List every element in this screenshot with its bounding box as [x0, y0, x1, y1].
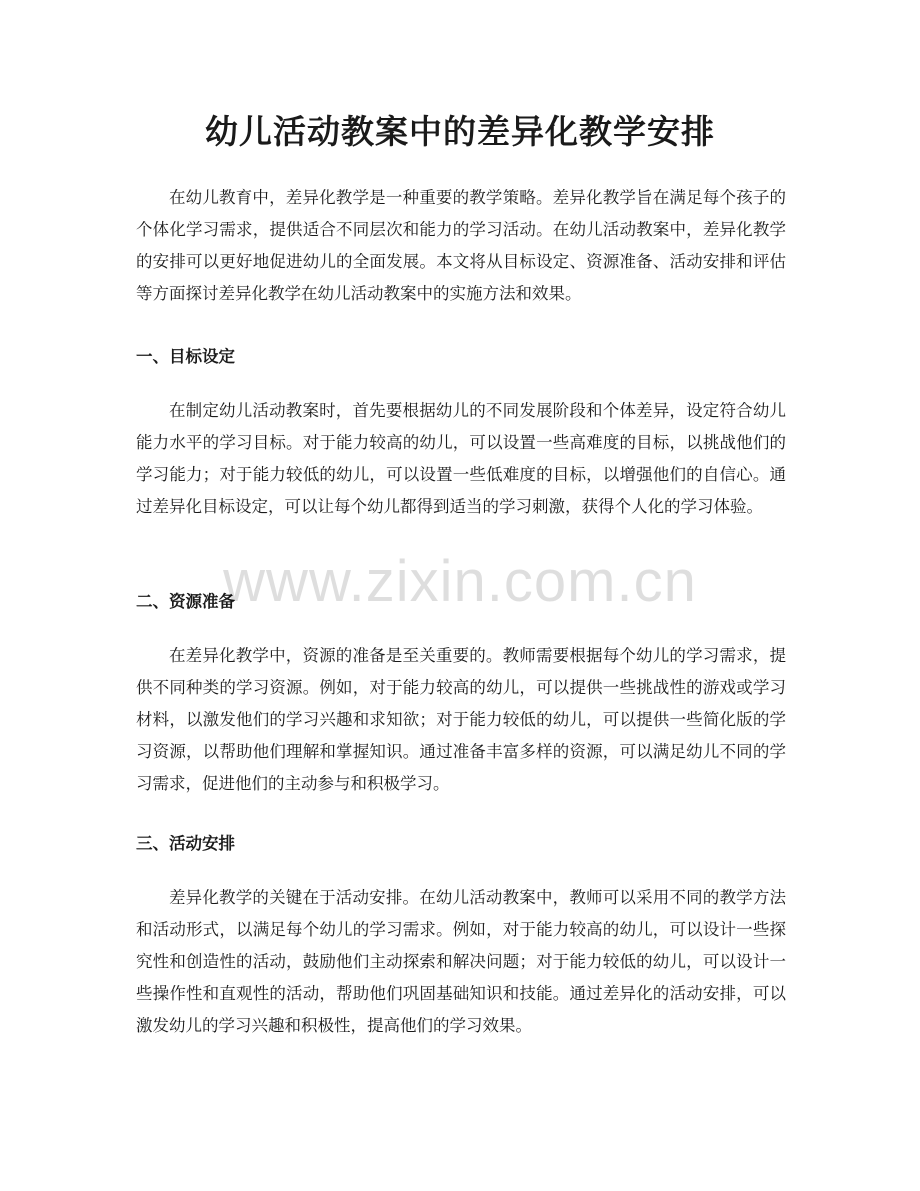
intro-paragraph: 在幼儿教育中，差异化教学是一种重要的教学策略。差异化教学旨在满足每个孩子的个体化学习需求，提供适合不同层次和能力的学习活动。在幼儿活动教案中，差异化教学的安排可以更好地促进幼儿的全面发展。本文将从目标设定、资源准备、活动安排和评估等方面探讨差异化教学在幼儿活动教案中的实施方法和效果。 — [136, 188, 786, 303]
section-heading: 三、活动安排 — [136, 834, 235, 853]
section-paragraph: 在差异化教学中，资源的准备是至关重要的。教师需要根据每个幼儿的学习需求，提供不同种类的学习资源。例如，对于能力较高的幼儿，可以提供一些挑战性的游戏或学习材料，以激发他们的学习兴趣和求知欲；对于能力较低的幼儿，可以提供一些简化版的学习资源，以帮助他们理解和掌握知识。通过准备丰富多样的资源，可以满足幼儿不同的学习需求，促进他们的主动参与和积极学习。 — [136, 646, 786, 793]
section-heading: 一、目标设定 — [136, 347, 235, 366]
watermark-text: www.zixin.com.cn — [223, 549, 697, 614]
section-goal-setting — [136, 341, 786, 523]
section-resource-preparation — [136, 586, 786, 800]
section-heading: 二、资源准备 — [136, 592, 235, 611]
section-paragraph: 在制定幼儿活动教案时，首先要根据幼儿的不同发展阶段和个体差异，设定符合幼儿能力水平的学习目标。对于能力较高的幼儿，可以设置一些高难度的目标，以挑战他们的学习能力；对于能力较低的幼儿，可以设置一些低难度的目标，以增强他们的自信心。通过差异化目标设定，可以让每个幼儿都得到适当的学习刺激，获得个人化的学习体验。 — [136, 401, 786, 516]
section-paragraph: 差异化教学的关键在于活动安排。在幼儿活动教案中，教师可以采用不同的教学方法和活动形式，以满足每个幼儿的学习需求。例如，对于能力较高的幼儿，可以设计一些探究性和创造性的活动，鼓励他们主动探索和解决问题；对于能力较低的幼儿，可以设计一些操作性和直观性的活动，帮助他们巩固基础知识和技能。通过差异化的活动安排，可以激发幼儿的学习兴趣和积极性，提高他们的学习效果。 — [136, 888, 786, 1035]
document-title: 幼儿活动教案中的差异化教学安排 — [205, 112, 715, 151]
section-activity-arrangement — [136, 828, 786, 1042]
intro-block — [136, 182, 786, 310]
